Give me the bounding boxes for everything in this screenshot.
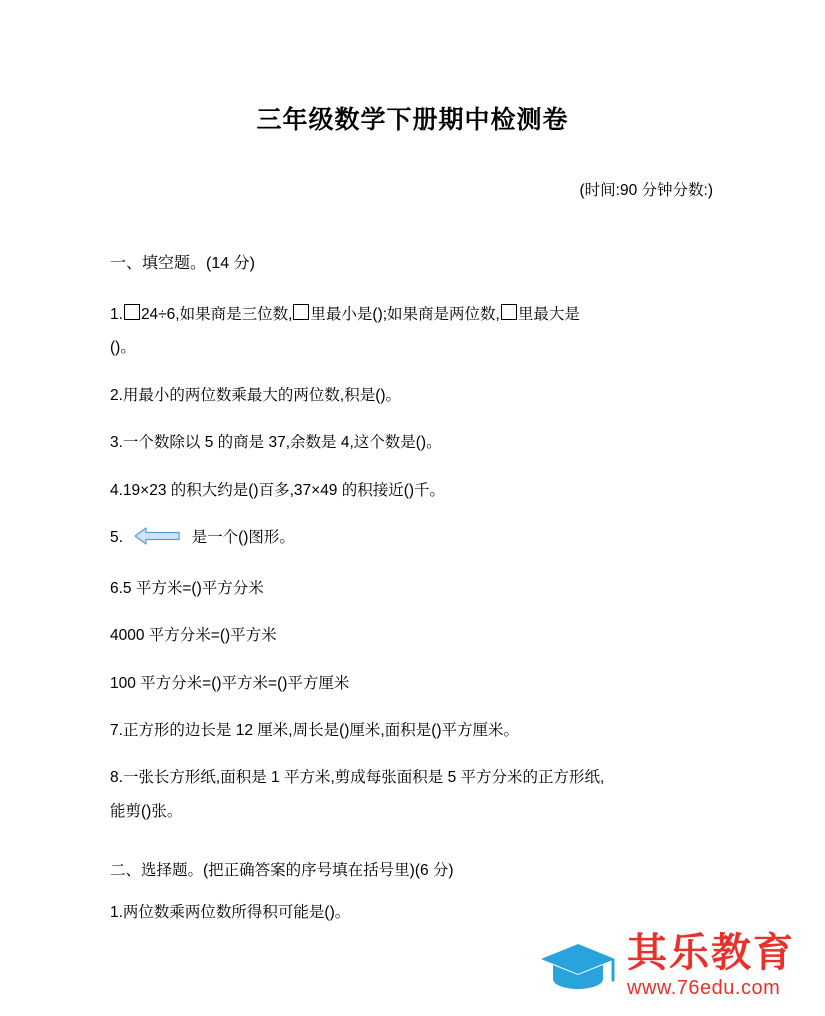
question-1-line2: ()。 [110, 339, 136, 357]
logo-text [627, 933, 795, 998]
left-arrow-shape-icon [133, 526, 181, 555]
mc-question-1: 1.两位数乘两位数所得积可能是()。 [110, 904, 351, 922]
section-heading-fill-in: 一、填空题。(14 分) [110, 255, 255, 272]
question-1-text-a: 24÷6,如果商是三位数, [140, 306, 293, 323]
answer-box-icon [501, 304, 517, 320]
site-logo [539, 933, 795, 998]
question-6-line2: 4000 平方分米=()平方米 [110, 627, 277, 645]
question-6: 6.5 平方米=()平方分米 [110, 579, 264, 597]
logo-url: www.76edu.com [627, 977, 781, 999]
answer-box-icon [293, 304, 309, 320]
question-3: 3.一个数除以 5 的商是 37,余数是 4,这个数是()。 [110, 434, 442, 452]
logo-name: 其乐教育 [627, 931, 795, 975]
question-8-line2: 能剪()张。 [110, 802, 183, 820]
question-5-suffix: 是一个()图形。 [191, 529, 295, 547]
question-5 [110, 523, 715, 555]
question-6-line3: 100 平方分米=()平方米=()平方厘米 [110, 674, 350, 692]
section-heading-multiple-choice: 二、选择题。(把正确答案的序号填在括号里)(6 分) [110, 862, 454, 880]
answer-box-icon [124, 304, 140, 320]
page-title: 三年级数学下册期中检测卷 [256, 106, 569, 134]
question-7: 7.正方形的边长是 12 厘米,周长是()厘米,面积是()平方厘米。 [110, 721, 520, 739]
question-1-text-c: 里最大是 [517, 306, 580, 323]
exam-meta: (时间:90 分钟分数:) [579, 182, 713, 199]
graduation-cap-icon [539, 938, 617, 994]
question-5-prefix: 5. [110, 529, 123, 547]
question-1-text-b: 里最小是();如果商是两位数, [310, 306, 500, 323]
question-1 [110, 300, 715, 329]
question-8: 8.一张长方形纸,面积是 1 平方米,剪成每张面积是 5 平方分米的正方形纸, [110, 769, 605, 787]
question-2: 2.用最小的两位数乘最大的两位数,积是()。 [110, 386, 402, 404]
question-4: 4.19×23 的积大约是()百多,37×49 的积接近()千。 [110, 481, 446, 499]
question-1-prefix: 1. [110, 306, 123, 323]
